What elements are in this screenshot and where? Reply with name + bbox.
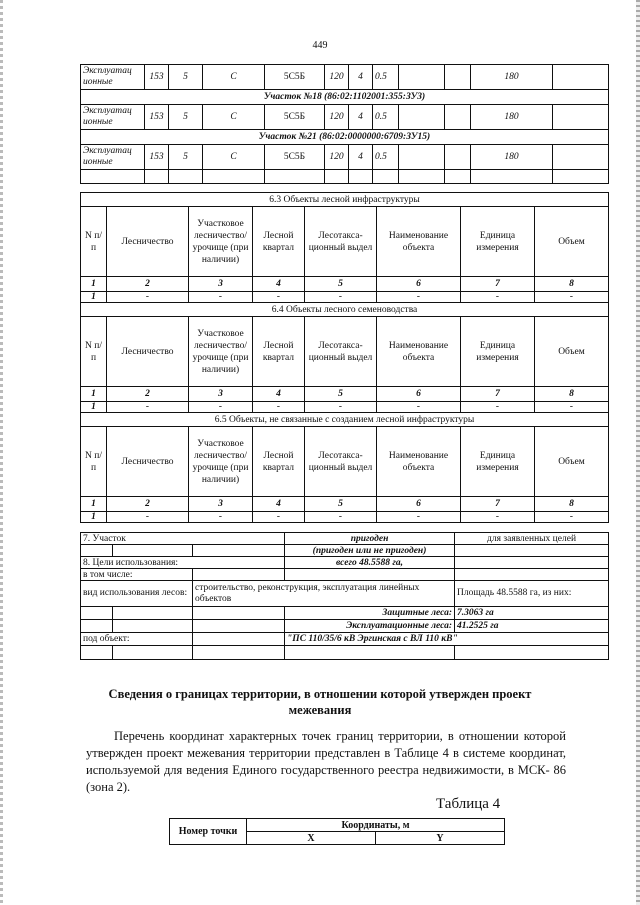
table-cell bbox=[445, 65, 471, 90]
table-cell: 5С5Б bbox=[265, 105, 325, 130]
land-plot-table bbox=[80, 64, 609, 184]
column-header: Лесотакса-ционный выдел bbox=[305, 427, 377, 497]
including-label: в том числе: bbox=[81, 569, 193, 581]
column-header: Лесничество bbox=[107, 427, 189, 497]
section-title: 6.3 Объекты лесной инфраструктуры bbox=[81, 193, 609, 207]
table-cell: - bbox=[253, 402, 305, 413]
table-cell: 5 bbox=[169, 105, 203, 130]
table-cell bbox=[399, 105, 445, 130]
table-cell: Эксплуатац ионные bbox=[81, 145, 145, 170]
number-row bbox=[81, 277, 609, 292]
use-type-label: вид использования лесов: bbox=[81, 581, 193, 607]
column-number: 6 bbox=[377, 277, 461, 292]
table-row bbox=[81, 65, 609, 90]
plot-title: Участок №18 (86:02:1102001:355:ЗУ3) bbox=[81, 90, 609, 105]
table-cell bbox=[445, 105, 471, 130]
summary-table bbox=[80, 532, 609, 660]
table-cell bbox=[553, 65, 609, 90]
section-title-row bbox=[81, 193, 609, 207]
table-cell: 153 bbox=[145, 145, 169, 170]
column-number: 1 bbox=[81, 497, 107, 512]
item7-right: для заявленных целей bbox=[455, 533, 609, 545]
plot-title-row bbox=[81, 130, 609, 145]
table-row bbox=[81, 170, 609, 184]
item7-label: 7. Участок bbox=[81, 533, 285, 545]
section-title-row bbox=[81, 303, 609, 317]
column-number: 7 bbox=[461, 387, 535, 402]
body-paragraph bbox=[86, 728, 566, 796]
column-header: Наименование объекта bbox=[377, 427, 461, 497]
protective-value: 7.3063 га bbox=[455, 607, 609, 620]
table-cell: 153 bbox=[145, 65, 169, 90]
column-header: Наименование объекта bbox=[377, 317, 461, 387]
table-cell: 4 bbox=[349, 105, 373, 130]
column-number: 8 bbox=[535, 497, 609, 512]
y-header: Y bbox=[376, 832, 505, 845]
table-cell: 180 bbox=[471, 65, 553, 90]
table-cell bbox=[399, 145, 445, 170]
exploit-value: 41.2525 га bbox=[455, 620, 609, 633]
table-cell: - bbox=[107, 402, 189, 413]
exploit-label: Эксплуатационные леса: bbox=[285, 620, 455, 633]
table-cell: - bbox=[189, 512, 253, 523]
table-cell: - bbox=[107, 512, 189, 523]
table-cell: - bbox=[535, 402, 609, 413]
table-row bbox=[81, 292, 609, 303]
infrastructure-table bbox=[80, 192, 609, 523]
header-row bbox=[81, 207, 609, 277]
table-cell: - bbox=[535, 292, 609, 303]
column-header: Лесничество bbox=[107, 207, 189, 277]
column-number: 8 bbox=[535, 387, 609, 402]
table-cell: 5С5Б bbox=[265, 145, 325, 170]
table-cell: 180 bbox=[471, 145, 553, 170]
column-header: N п/п bbox=[81, 317, 107, 387]
column-number: 4 bbox=[253, 277, 305, 292]
table-cell: - bbox=[189, 402, 253, 413]
table-cell: 120 bbox=[325, 145, 349, 170]
page-number: 449 bbox=[312, 40, 328, 51]
table-cell bbox=[445, 145, 471, 170]
table-cell: 180 bbox=[471, 105, 553, 130]
column-number: 6 bbox=[377, 497, 461, 512]
table-cell: - bbox=[461, 512, 535, 523]
column-header: Объем bbox=[535, 427, 609, 497]
table-cell: 4 bbox=[349, 145, 373, 170]
table-cell: Эксплуатац ионные bbox=[81, 105, 145, 130]
table-cell: С bbox=[203, 105, 265, 130]
table-cell bbox=[553, 145, 609, 170]
table-cell: 5 bbox=[169, 65, 203, 90]
column-header: Лесничество bbox=[107, 317, 189, 387]
column-header: Участковое лесничество/ урочище (при наличии) bbox=[189, 317, 253, 387]
table-cell: 0.5 bbox=[373, 145, 399, 170]
item7-note: (пригоден или не пригоден) bbox=[285, 545, 455, 557]
column-header: Лесотакса-ционный выдел bbox=[305, 207, 377, 277]
column-header: Объем bbox=[535, 207, 609, 277]
table-cell bbox=[399, 65, 445, 90]
coordinates-header: Координаты, м bbox=[247, 819, 505, 832]
object-value: "ПС 110/35/6 кВ Эргинская с ВЛ 110 кВ" bbox=[285, 633, 609, 646]
column-number: 5 bbox=[305, 387, 377, 402]
table-cell: - bbox=[253, 292, 305, 303]
table-cell: С bbox=[203, 145, 265, 170]
table-cell: - bbox=[377, 292, 461, 303]
table-cell: - bbox=[377, 402, 461, 413]
column-number: 1 bbox=[81, 277, 107, 292]
use-type-value: строительство, реконструкция, эксплуатация линейных объектов bbox=[193, 581, 455, 607]
table-row bbox=[81, 512, 609, 523]
column-header: Наименование объекта bbox=[377, 207, 461, 277]
table-cell: - bbox=[305, 292, 377, 303]
table-cell: 1 bbox=[81, 402, 107, 413]
table-cell bbox=[553, 105, 609, 130]
column-header: Участковое лесничество/ урочище (при наличии) bbox=[189, 427, 253, 497]
table-cell: С bbox=[203, 65, 265, 90]
column-number: 2 bbox=[107, 387, 189, 402]
column-number: 5 bbox=[305, 277, 377, 292]
column-header: N п/п bbox=[81, 427, 107, 497]
column-header: Лесной квартал bbox=[253, 207, 305, 277]
column-number: 6 bbox=[377, 387, 461, 402]
table-cell: 1 bbox=[81, 292, 107, 303]
table-row bbox=[81, 105, 609, 130]
column-header: Единица измерения bbox=[461, 317, 535, 387]
column-header: N п/п bbox=[81, 207, 107, 277]
column-number: 3 bbox=[189, 497, 253, 512]
table-cell: 4 bbox=[349, 65, 373, 90]
column-header: Участковое лесничество/ урочище (при наличии) bbox=[189, 207, 253, 277]
scan-edge-right bbox=[636, 0, 640, 905]
table-cell: - bbox=[305, 512, 377, 523]
table-cell: - bbox=[305, 402, 377, 413]
column-number: 1 bbox=[81, 387, 107, 402]
coordinates-table bbox=[169, 818, 505, 845]
table-cell: 120 bbox=[325, 65, 349, 90]
item8-value: всего 48.5588 га, bbox=[285, 557, 455, 569]
point-number-header: Номер точки bbox=[170, 819, 247, 845]
column-number: 7 bbox=[461, 497, 535, 512]
column-number: 7 bbox=[461, 277, 535, 292]
column-number: 2 bbox=[107, 497, 189, 512]
item7-value: пригоден bbox=[285, 533, 455, 545]
table-row bbox=[81, 145, 609, 170]
table-cell: 153 bbox=[145, 105, 169, 130]
section-title-row bbox=[81, 413, 609, 427]
scan-edge-left bbox=[0, 0, 3, 905]
table-cell: - bbox=[189, 292, 253, 303]
header-row bbox=[81, 317, 609, 387]
table-row bbox=[81, 402, 609, 413]
column-header: Лесотакса-ционный выдел bbox=[305, 317, 377, 387]
table-cell: 5 bbox=[169, 145, 203, 170]
column-header: Единица измерения bbox=[461, 207, 535, 277]
item8-label: 8. Цели использования: bbox=[81, 557, 285, 569]
number-row bbox=[81, 387, 609, 402]
table-cell: - bbox=[107, 292, 189, 303]
header-row bbox=[81, 427, 609, 497]
table-cell: Эксплуатац ионные bbox=[81, 65, 145, 90]
area-text: Площадь 48.5588 га, из них: bbox=[455, 581, 609, 607]
table-cell: - bbox=[377, 512, 461, 523]
table-cell: 0.5 bbox=[373, 105, 399, 130]
column-number: 4 bbox=[253, 387, 305, 402]
column-number: 5 bbox=[305, 497, 377, 512]
column-number: 3 bbox=[189, 387, 253, 402]
table-cell: - bbox=[461, 402, 535, 413]
column-number: 8 bbox=[535, 277, 609, 292]
section-title: 6.4 Объекты лесного семеноводства bbox=[81, 303, 609, 317]
table-cell: - bbox=[535, 512, 609, 523]
column-number: 2 bbox=[107, 277, 189, 292]
table-cell: 1 bbox=[81, 512, 107, 523]
section-heading: Сведения о границах территории, в отношении которой утвержден проект межевания bbox=[108, 687, 532, 717]
column-header: Лесной квартал bbox=[253, 427, 305, 497]
table-cell: - bbox=[461, 292, 535, 303]
column-header: Единица измерения bbox=[461, 427, 535, 497]
paragraph-text: Перечень координат характерных точек границ территории, в отношении которой утвержден проект межевания территории представлен в Таблице 4 в системе координат, используемой для ведения Единого государственного реестра недвижимости, в МСК- 86 (зона 2). bbox=[86, 729, 566, 794]
protective-label: Защитные леса: bbox=[285, 607, 455, 620]
x-header: X bbox=[247, 832, 376, 845]
object-label: под объект: bbox=[81, 633, 193, 646]
plot-title: Участок №21 (86:02:0000000:6709:ЗУ15) bbox=[81, 130, 609, 145]
column-header: Объем bbox=[535, 317, 609, 387]
number-row bbox=[81, 497, 609, 512]
column-header: Лесной квартал bbox=[253, 317, 305, 387]
table-cell: 120 bbox=[325, 105, 349, 130]
column-number: 4 bbox=[253, 497, 305, 512]
table-cell: - bbox=[253, 512, 305, 523]
section-title: 6.5 Объекты, не связанные с созданием лесной инфраструктуры bbox=[81, 413, 609, 427]
table-cell: 5С5Б bbox=[265, 65, 325, 90]
column-number: 3 bbox=[189, 277, 253, 292]
plot-title-row bbox=[81, 90, 609, 105]
table-cell: 0.5 bbox=[373, 65, 399, 90]
table4-caption: Таблица 4 bbox=[436, 796, 501, 812]
